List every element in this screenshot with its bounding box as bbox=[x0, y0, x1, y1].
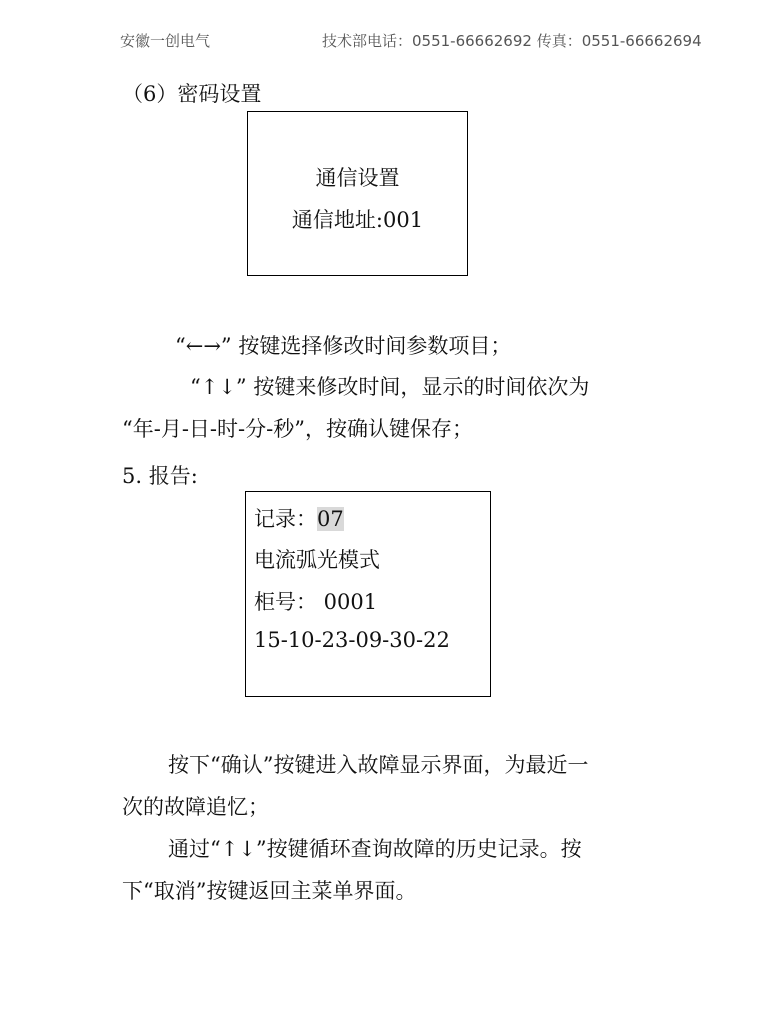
record-label: 记录： bbox=[254, 507, 317, 531]
instruction-arrow-keys: “←→” 按键选择修改时间参数项目； bbox=[175, 334, 512, 358]
report-title: 5. 报告: bbox=[122, 464, 198, 488]
screen-title: 通信设置 bbox=[315, 166, 400, 190]
comm-settings-screen bbox=[247, 111, 468, 276]
comm-address: 通信地址:001 bbox=[291, 208, 424, 232]
report-screen bbox=[245, 491, 491, 697]
record-line bbox=[254, 503, 344, 533]
instruction-confirm-cont: 次的故障追忆； bbox=[122, 795, 269, 819]
instruction-history: 通过“↑↓”按键循环查询故障的历史记录。按 bbox=[168, 837, 582, 861]
instruction-time-order: “年-月-日-时-分-秒”，按确认键保存； bbox=[122, 417, 473, 441]
cabinet-number: 柜号： 0001 bbox=[254, 590, 378, 614]
fault-datetime: 15-10-23-09-30-22 bbox=[254, 628, 450, 652]
fault-mode: 电流弧光模式 bbox=[254, 548, 380, 572]
section-title: （6）密码设置 bbox=[122, 82, 262, 106]
header-company: 安徽一创电气 bbox=[120, 32, 211, 50]
instruction-cancel: 下“取消”按键返回主菜单界面。 bbox=[122, 879, 417, 903]
instruction-confirm: 按下“确认”按键进入故障显示界面，为最近一 bbox=[168, 753, 589, 777]
header-contact: 技术部电话：0551-66662692 传真：0551-66662694 bbox=[322, 32, 702, 50]
record-value: 07 bbox=[317, 507, 344, 531]
instruction-updown-keys: “↑↓” 按键来修改时间，显示的时间依次为 bbox=[190, 375, 590, 399]
